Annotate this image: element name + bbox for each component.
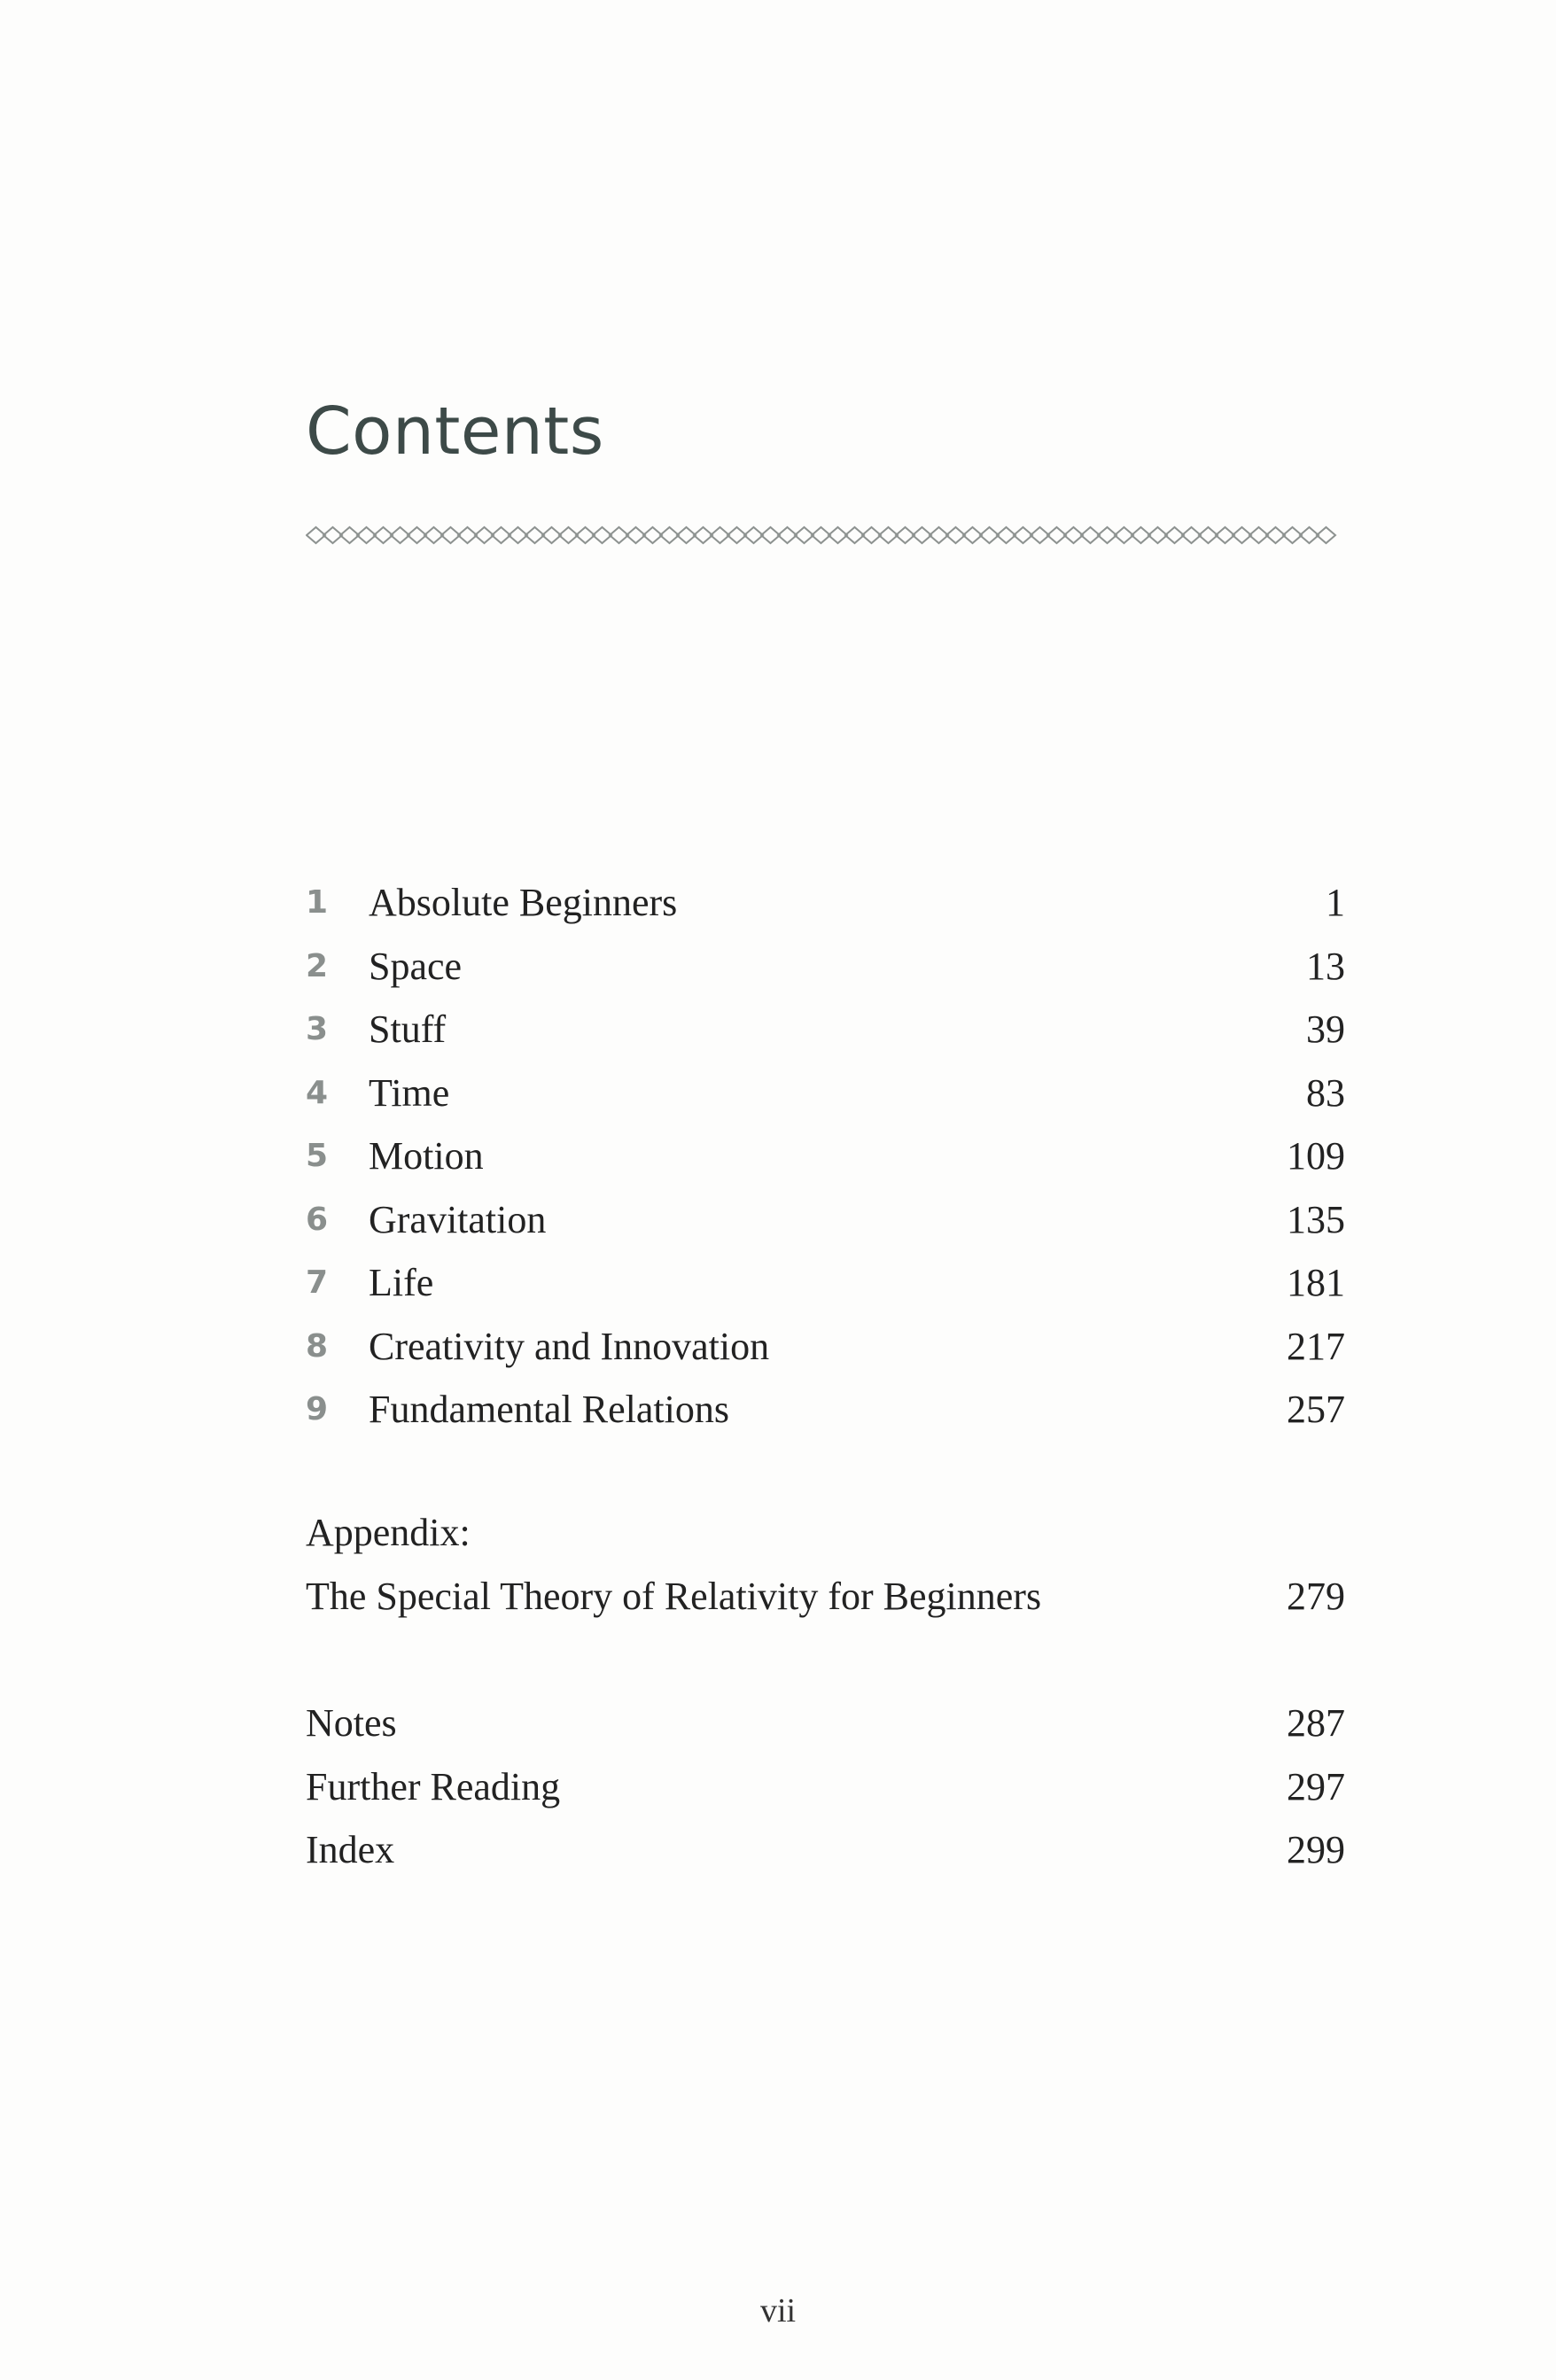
toc-entry[interactable] [306, 1755, 1345, 1819]
toc-entry[interactable] [306, 1565, 1345, 1629]
toc-entry[interactable] [306, 998, 1345, 1062]
chapter-title: Space [369, 944, 463, 988]
chapter-title: Time [369, 1070, 450, 1115]
toc-entry[interactable] [306, 1251, 1345, 1315]
chapter-title: Creativity and Innovation [369, 1324, 770, 1368]
toc-entry[interactable] [306, 935, 1345, 999]
chapter-title: Motion [369, 1134, 484, 1178]
appendix-entry [306, 1501, 1345, 1628]
diamond-chain-rule [306, 525, 1345, 546]
back-matter-title: Index [306, 1828, 395, 1871]
appendix-title: The Special Theory of Relativity for Beginners [306, 1574, 1042, 1618]
chapter-title: Gravitation [369, 1197, 547, 1241]
chapter-title: Stuff [369, 1007, 447, 1051]
page-number: 279 [1287, 1574, 1345, 1618]
chapter-title: Fundamental Relations [369, 1388, 729, 1431]
page-folio: vii [759, 2292, 797, 2329]
chapter-number: 7 [306, 1264, 329, 1301]
toc-entry[interactable] [306, 1062, 1345, 1125]
chapter-number: 3 [306, 1011, 329, 1047]
page-number: 287 [1287, 1701, 1345, 1745]
toc-entry[interactable] [306, 1188, 1345, 1252]
toc-entry[interactable] [306, 1378, 1345, 1442]
page-number: 297 [1287, 1764, 1345, 1808]
page-number: 135 [1287, 1197, 1345, 1241]
chapter-number: 2 [306, 947, 329, 984]
toc-entry[interactable] [306, 1124, 1345, 1188]
toc-entry[interactable] [306, 1818, 1345, 1882]
toc-entry[interactable] [306, 1315, 1345, 1379]
chapter-number: 4 [306, 1074, 329, 1111]
appendix-heading-row [306, 1501, 1345, 1565]
chapter-title: Life [369, 1261, 434, 1304]
page-number: 299 [1287, 1828, 1345, 1871]
toc-entry[interactable] [306, 871, 1345, 935]
page-number: 217 [1287, 1324, 1345, 1368]
toc-entry[interactable] [306, 1692, 1345, 1755]
chapter-number: 5 [306, 1138, 329, 1174]
chapter-number: 9 [306, 1391, 329, 1427]
page-title: Contents [306, 393, 604, 470]
page-number: 181 [1287, 1261, 1345, 1304]
page-number: 1 [1326, 881, 1345, 924]
page-number: 257 [1287, 1388, 1345, 1431]
back-matter-title: Notes [306, 1701, 397, 1745]
page-number: 109 [1287, 1134, 1345, 1178]
page-number: 83 [1306, 1070, 1345, 1115]
chapter-number: 8 [306, 1327, 329, 1365]
back-matter-list [306, 1692, 1345, 1882]
chapter-title: Absolute Beginners [369, 881, 678, 924]
chapter-list [306, 871, 1345, 1442]
appendix-heading: Appendix: [306, 1511, 471, 1554]
page-number: 13 [1306, 944, 1345, 988]
back-matter-title: Further Reading [306, 1764, 561, 1808]
page-number: 39 [1306, 1007, 1345, 1051]
chapter-number: 6 [306, 1201, 329, 1238]
chapter-number: 1 [306, 884, 329, 921]
